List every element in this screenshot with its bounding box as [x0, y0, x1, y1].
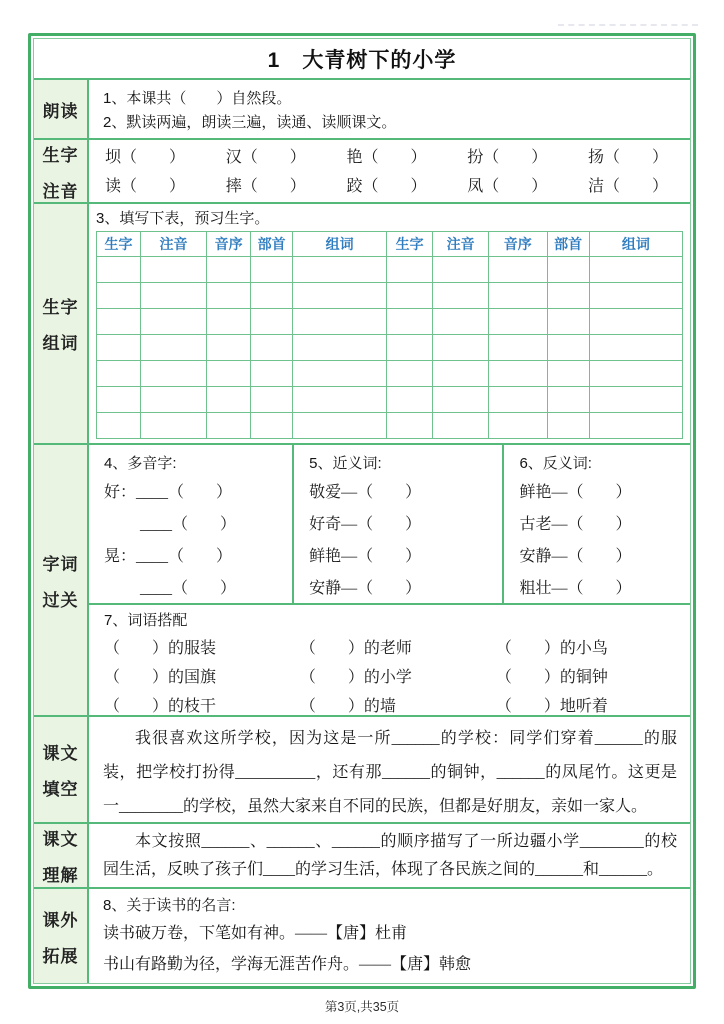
- shengzi-table-empty-cell: [547, 387, 589, 413]
- shengzi-table-empty-cell: [387, 309, 433, 335]
- char-blank: 扬（ ）: [587, 149, 668, 166]
- shengzi-table-empty-cell: [251, 361, 293, 387]
- shengzi-table-empty-cell: [589, 335, 682, 361]
- dapei-item: （ ）的墙: [299, 698, 396, 715]
- shengzi-table-empty-cell: [140, 283, 206, 309]
- fanyici-line: 鲜艳—（ ）: [519, 484, 632, 501]
- fanyici-line: 古老—（ ）: [519, 516, 632, 533]
- col-header: 部首: [547, 232, 589, 257]
- col-header: 注音: [433, 232, 489, 257]
- shengzi-table-empty-cell: [293, 387, 387, 413]
- shengzi-table-empty-cell: [433, 361, 489, 387]
- shengzi-table-empty-cell: [589, 283, 682, 309]
- section-label-lijie: [34, 824, 89, 887]
- shengzi-table-empty-row: [97, 309, 683, 335]
- jinyici-line: 安静—（ ）: [309, 580, 422, 597]
- shengzi-table-empty-cell: [207, 387, 251, 413]
- shengzi-table-empty-cell: [488, 387, 547, 413]
- section-row-zhuyin: [34, 140, 690, 204]
- char-blank: 凤（ ）: [467, 178, 548, 195]
- section-label-zuci: [34, 204, 89, 443]
- section-label-tiankong: [34, 717, 89, 822]
- shengzi-table-empty-cell: [140, 361, 206, 387]
- col-header: 生字: [387, 232, 433, 257]
- section-row-zuci: [34, 204, 690, 445]
- col-header: 音序: [207, 232, 251, 257]
- shengzi-table-empty-cell: [140, 387, 206, 413]
- shengzi-table-empty-cell: [97, 283, 141, 309]
- col-header: 生字: [97, 232, 141, 257]
- label-text: 生字: [42, 145, 79, 165]
- shengzi-table-empty-cell: [488, 413, 547, 439]
- shengzi-table-empty-cell: [140, 309, 206, 335]
- section-row-langdu: [34, 80, 690, 140]
- duoyinzi-line: 晃：____（ ）: [104, 548, 233, 565]
- worksheet-page: [28, 33, 696, 989]
- zhuyin-row-2: [105, 174, 668, 200]
- shengzi-table-empty-cell: [251, 257, 293, 283]
- shengzi-table-empty-cell: [488, 257, 547, 283]
- shengzi-table-empty-cell: [97, 413, 141, 439]
- section-row-zici: [34, 445, 690, 717]
- lesson-title: 1 大青树下的小学: [34, 39, 690, 80]
- zuci-instruction: 3、填写下表，预习生字。: [96, 210, 270, 227]
- label-text: 课文: [42, 830, 79, 849]
- section-label-zhuyin: [34, 140, 89, 202]
- label-text: 注音: [42, 181, 79, 201]
- shengzi-table-empty-cell: [433, 309, 489, 335]
- shengzi-table-empty-cell: [547, 283, 589, 309]
- shengzi-table-empty-cell: [387, 335, 433, 361]
- shengzi-table-empty-cell: [488, 335, 547, 361]
- col-header: 音序: [488, 232, 547, 257]
- shengzi-table-empty-cell: [251, 387, 293, 413]
- shengzi-table-empty-cell: [433, 283, 489, 309]
- label-text: 理解: [42, 866, 79, 885]
- label-text: 填空: [42, 780, 79, 799]
- shengzi-table-empty-cell: [293, 283, 387, 309]
- jinyici-column: [292, 445, 502, 605]
- char-blank: 洁（ ）: [587, 178, 668, 195]
- shengzi-table-empty-cell: [97, 361, 141, 387]
- zuci-content: [89, 204, 690, 443]
- shengzi-table-empty-cell: [589, 413, 682, 439]
- char-blank: 扮（ ）: [467, 149, 548, 166]
- shengzi-table: [96, 231, 683, 439]
- duoyinzi-column: [89, 445, 292, 605]
- col-header: 部首: [251, 232, 293, 257]
- jinyici-title: 5、近义词:: [309, 455, 382, 472]
- langdu-line-2: 2、默读两遍，朗读三遍，读通、读顺课文。: [103, 114, 397, 131]
- shengzi-table-empty-cell: [140, 413, 206, 439]
- tiankong-paragraph: 我很喜欢这所学校，因为这是一所______的学校：同学们穿着______的服装，把学校打扮得__________，还有那______的铜钟，______的凤尾竹。这更是一________的学校，虽然大家来自不同的民族，但都是好朋友，亲如一家人。: [103, 730, 677, 815]
- shengzi-table-empty-cell: [97, 335, 141, 361]
- char-blank: 坝（ ）: [105, 149, 186, 166]
- char-blank: 读（ ）: [105, 178, 186, 195]
- section-row-tuozhan: [34, 889, 690, 983]
- char-blank: 艳（ ）: [346, 149, 427, 166]
- label-text: 生字: [42, 298, 79, 317]
- tuozhan-quote: 书山有路勤为径，学海无涯苦作舟。——【唐】韩愈: [103, 956, 472, 973]
- col-header: 组词: [293, 232, 387, 257]
- jinyici-line: 敬爱—（ ）: [309, 484, 422, 501]
- jinyici-line: 好奇—（ ）: [309, 516, 422, 533]
- scan-artifact-dashes: [558, 24, 698, 26]
- shengzi-table-empty-cell: [433, 413, 489, 439]
- lijie-paragraph: 本文按照______、______、______的顺序描写了一所边疆小学________的校园生活，反映了孩子们____的学习生活，体现了各民族之间的______和______。: [103, 833, 677, 878]
- duoyinzi-line: ____（ ）: [104, 580, 237, 597]
- shengzi-table-empty-cell: [488, 309, 547, 335]
- shengzi-table-empty-cell: [433, 257, 489, 283]
- label-text: 课外: [42, 910, 79, 930]
- shengzi-table-empty-cell: [293, 413, 387, 439]
- shengzi-table-empty-cell: [207, 309, 251, 335]
- shengzi-table-empty-cell: [488, 361, 547, 387]
- dapei-item: （ ）的国旗: [104, 669, 217, 686]
- shengzi-table-empty-cell: [207, 413, 251, 439]
- label-text: 朗读: [42, 101, 79, 121]
- section-row-lijie: [34, 824, 690, 889]
- shengzi-table-empty-cell: [251, 309, 293, 335]
- shengzi-table-empty-cell: [251, 335, 293, 361]
- col-header: 注音: [140, 232, 206, 257]
- shengzi-table-empty-cell: [547, 413, 589, 439]
- dapei-item: （ ）的老师: [299, 640, 412, 657]
- shengzi-table-empty-cell: [140, 335, 206, 361]
- char-blank: 跤（ ）: [346, 178, 427, 195]
- shengzi-table-empty-cell: [251, 413, 293, 439]
- lijie-content: [89, 824, 690, 887]
- shengzi-table-empty-cell: [387, 361, 433, 387]
- shengzi-table-empty-cell: [293, 309, 387, 335]
- shengzi-table-empty-cell: [251, 283, 293, 309]
- label-text: 组词: [42, 334, 79, 353]
- shengzi-table-empty-cell: [207, 335, 251, 361]
- shengzi-table-empty-row: [97, 283, 683, 309]
- shengzi-table-empty-cell: [547, 361, 589, 387]
- shengzi-table-empty-row: [97, 413, 683, 439]
- zhuyin-content: [89, 140, 690, 202]
- label-text: 字词: [42, 554, 79, 574]
- worksheet-table: [33, 38, 691, 984]
- label-text: 过关: [42, 590, 79, 610]
- shengzi-table-empty-cell: [433, 335, 489, 361]
- zici-subrow-words: [89, 445, 690, 605]
- section-label-zici: [34, 445, 89, 715]
- shengzi-table-empty-cell: [97, 257, 141, 283]
- shengzi-table-empty-cell: [547, 257, 589, 283]
- dapei-item: （ ）地听着: [495, 698, 608, 715]
- char-blank: 摔（ ）: [225, 178, 306, 195]
- shengzi-table-empty-cell: [387, 257, 433, 283]
- fanyici-line: 安静—（ ）: [519, 548, 632, 565]
- shengzi-table-empty-cell: [207, 257, 251, 283]
- shengzi-table-empty-cell: [547, 309, 589, 335]
- shengzi-table-empty-row: [97, 335, 683, 361]
- dapei-item: （ ）的铜钟: [495, 669, 608, 686]
- tuozhan-title: 8、关于读书的名言:: [103, 897, 236, 914]
- jinyici-line: 鲜艳—（ ）: [309, 548, 422, 565]
- shengzi-table-empty-cell: [207, 283, 251, 309]
- duoyinzi-line: ____（ ）: [104, 516, 237, 533]
- char-blank: 汉（ ）: [225, 149, 306, 166]
- shengzi-table-empty-row: [97, 257, 683, 283]
- zhuyin-row-1: [105, 145, 668, 171]
- shengzi-table-empty-cell: [207, 361, 251, 387]
- tuozhan-content: [89, 889, 690, 983]
- tiankong-content: [89, 717, 690, 822]
- shengzi-table-empty-cell: [547, 335, 589, 361]
- duoyinzi-line: 好：____（ ）: [104, 484, 233, 501]
- dapei-item: （ ）的枝干: [104, 698, 217, 715]
- fanyici-line: 粗壮—（ ）: [519, 580, 632, 597]
- tuozhan-quote: 读书破万卷，下笔如有神。——【唐】杜甫: [103, 925, 408, 942]
- shengzi-table-empty-cell: [293, 257, 387, 283]
- shengzi-table-empty-row: [97, 361, 683, 387]
- shengzi-table-empty-cell: [387, 387, 433, 413]
- shengzi-table-empty-cell: [433, 387, 489, 413]
- shengzi-table-empty-cell: [97, 309, 141, 335]
- shengzi-table-empty-cell: [488, 283, 547, 309]
- col-header: 组词: [589, 232, 682, 257]
- langdu-line-1: 1、本课共（ ）自然段。: [103, 90, 292, 107]
- shengzi-table-header-row: [97, 232, 683, 257]
- label-text: 课文: [42, 744, 79, 763]
- label-text: 拓展: [42, 946, 79, 966]
- section-label-langdu: [34, 80, 89, 138]
- fanyici-column: [502, 445, 690, 605]
- shengzi-table-empty-cell: [589, 309, 682, 335]
- zici-subrow-dapei: [89, 605, 690, 721]
- shengzi-table-empty-cell: [97, 387, 141, 413]
- shengzi-table-empty-cell: [589, 361, 682, 387]
- shengzi-table-empty-row: [97, 387, 683, 413]
- section-label-tuozhan: [34, 889, 89, 983]
- section-row-tiankong: [34, 717, 690, 824]
- langdu-content: [89, 80, 690, 138]
- shengzi-table-empty-cell: [589, 257, 682, 283]
- shengzi-table-empty-cell: [387, 283, 433, 309]
- dapei-item: （ ）的小鸟: [495, 640, 608, 657]
- shengzi-table-empty-cell: [293, 335, 387, 361]
- shengzi-table-body: [97, 257, 683, 439]
- page-number: 第3页,共35页: [324, 1000, 400, 1014]
- shengzi-table-empty-cell: [387, 413, 433, 439]
- fanyici-title: 6、反义词:: [519, 455, 592, 472]
- zici-content: [89, 445, 690, 715]
- dapei-item: （ ）的服装: [104, 640, 217, 657]
- shengzi-table-empty-cell: [293, 361, 387, 387]
- shengzi-table-empty-cell: [140, 257, 206, 283]
- duoyinzi-title: 4、多音字:: [104, 455, 177, 472]
- dapei-title: 7、词语搭配: [104, 612, 188, 629]
- shengzi-table-empty-cell: [589, 387, 682, 413]
- dapei-item: （ ）的小学: [299, 669, 412, 686]
